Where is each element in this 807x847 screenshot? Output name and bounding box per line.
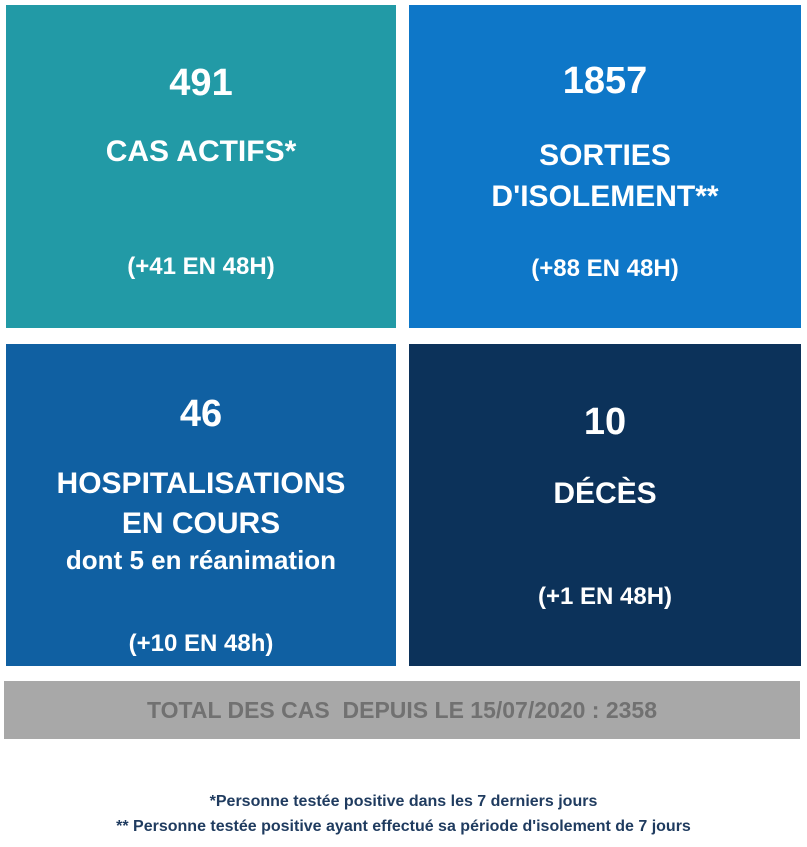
active-cases-label: CAS ACTIFS*: [105, 135, 297, 168]
deaths-tile: [409, 344, 801, 666]
hospitalisations-label-line1: HOSPITALISATIONS: [56, 467, 346, 500]
isolation-exits-label-line2: D'ISOLEMENT**: [491, 180, 719, 213]
isolation-exits-tile: [409, 5, 801, 328]
hospitalisations-tile: [6, 344, 396, 666]
total-cases-bar: TOTAL DES CAS DEPUIS LE 15/07/2020 : 2358: [4, 681, 800, 739]
active-cases-delta: (+41 EN 48H): [127, 253, 275, 280]
footnote-active-definition: *Personne testée positive dans les 7 derniers jours: [209, 793, 598, 810]
deaths-delta: (+1 EN 48H): [537, 583, 673, 610]
isolation-exits-value: 1857: [562, 60, 648, 102]
footnote-isolation-definition: ** Personne testée positive ayant effectué sa période d'isolement de 7 jours: [116, 818, 691, 835]
hospitalisations-label-line2: EN COURS: [121, 507, 281, 540]
hospitalisations-icu-note: dont 5 en réanimation: [65, 545, 337, 575]
hospitalisations-value: 46: [179, 393, 223, 435]
hospitalisations-delta: (+10 EN 48h): [128, 630, 274, 657]
isolation-exits-delta: (+88 EN 48H): [531, 255, 679, 282]
deaths-label: DÉCÈS: [553, 477, 657, 510]
active-cases-value: 491: [169, 62, 233, 104]
isolation-exits-label-line1: SORTIES: [539, 139, 671, 172]
deaths-value: 10: [583, 401, 627, 443]
active-cases-tile: [6, 5, 396, 328]
